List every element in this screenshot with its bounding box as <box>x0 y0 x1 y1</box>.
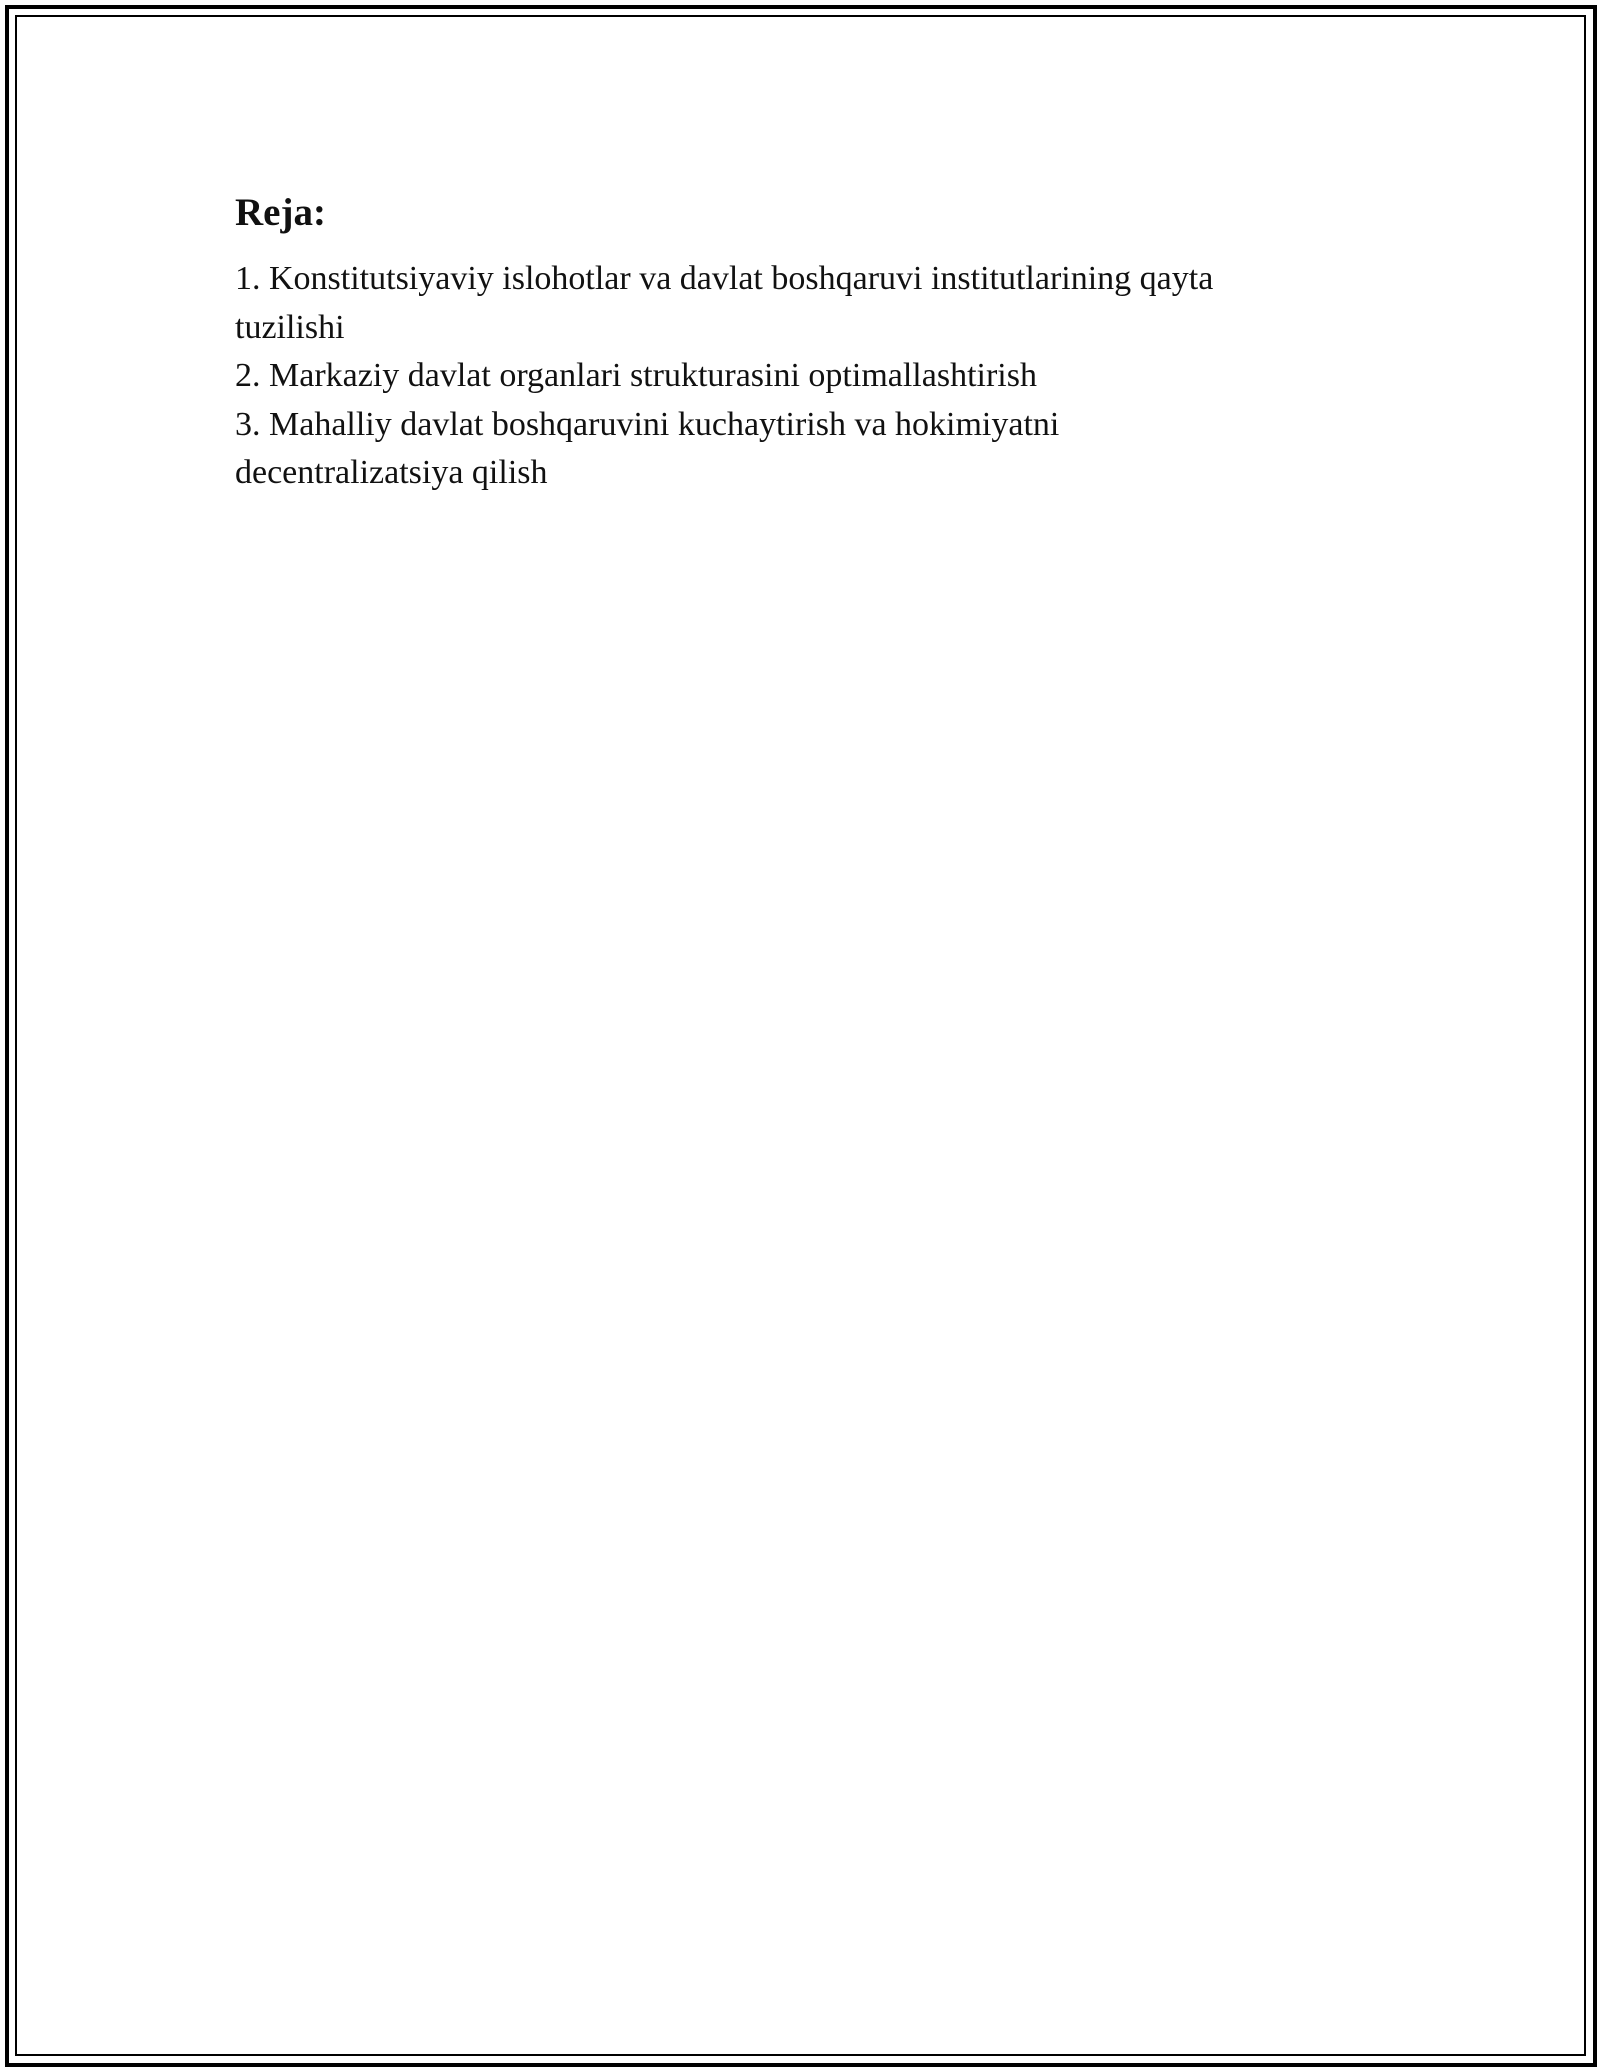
plan-item-2 <box>235 352 1335 401</box>
plan-item-3-line-1: 3. Mahalliy davlat boshqaruvini kuchaytirish va hokimiyatni <box>235 405 1060 443</box>
plan-item-2-line-1: 2. Markaziy davlat organlari strukturasini optimallashtirish <box>235 357 1037 394</box>
document-content <box>235 185 1335 498</box>
plan-heading: Reja: <box>235 191 326 234</box>
plan-item-1-line-1: 1. Konstitutsiyaviy islohotlar va davlat boshqaruvi institutlarining qayta <box>235 260 1214 297</box>
plan-item-3 <box>235 401 1335 498</box>
plan-item-1-line-2: tuzilishi <box>235 308 345 346</box>
plan-item-1 <box>235 255 1335 352</box>
plan-item-3-line-2: decentralizatsiya qilish <box>235 454 548 491</box>
plan-list <box>235 255 1335 498</box>
